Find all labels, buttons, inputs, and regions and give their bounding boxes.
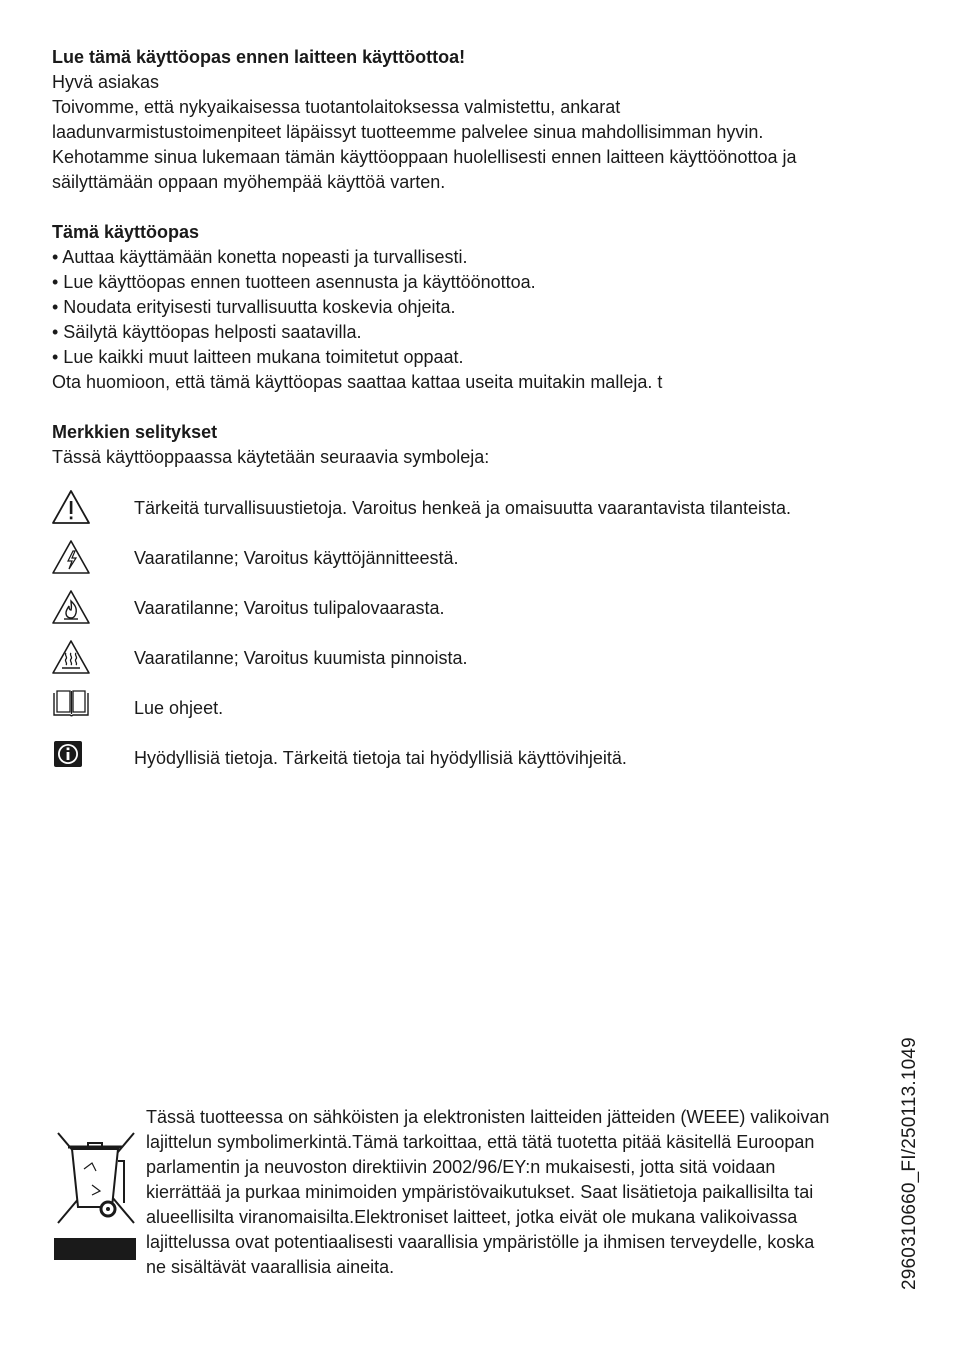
- manual-bullet-list: [52, 245, 912, 370]
- symbol-row: [52, 639, 912, 689]
- weee-section: [52, 1105, 872, 1280]
- weee-line: lajittelussa ovat potentiaalisesti vaarallisia ympäristölle ja ihmisen terveydelle, koska: [146, 1232, 815, 1252]
- symbol-text: Vaaratilanne; Varoitus kuumista pinnoista.: [134, 648, 468, 668]
- weee-line: lajittelun symbolimerkintä.Tämä tarkoittaa, että tätä tuotetta pitää käsitellä Euroopan: [146, 1132, 815, 1152]
- intro-greeting: Hyvä asiakas: [52, 72, 160, 92]
- crossed-bin-icon: [52, 1105, 146, 1275]
- symbol-text: Vaaratilanne; Varoitus käyttöjännitteestä.: [134, 548, 459, 568]
- weee-line: parlamentin ja neuvoston direktiivin 2002/96/EY:n mukaisesti, jotta sitä voidaan: [146, 1157, 776, 1177]
- intro-line: säilyttämään oppaan myöhempää käyttöä varten.: [52, 172, 446, 192]
- intro-line: laadunvarmistustoimenpiteet läpäissyt tuotteemme palvelee sinua mahdollisimman hyvin.: [52, 122, 764, 142]
- intro-line: Toivomme, että nykyaikaisessa tuotantolaitoksessa valmistettu, ankarat: [52, 97, 621, 117]
- manual-note: Ota huomioon, että tämä käyttöopas saattaa kattaa useita muitakin malleja. t: [52, 372, 663, 392]
- weee-text: [146, 1105, 871, 1280]
- symbol-row: [52, 689, 912, 739]
- symbol-text: Hyödyllisiä tietoja. Tärkeitä tietoja tai hyödyllisiä käyttövihjeitä.: [134, 748, 627, 768]
- list-item: • Noudata erityisesti turvallisuutta koskevia ohjeita.: [52, 297, 456, 317]
- manual-title: Tämä käyttöopas: [52, 222, 200, 242]
- list-item: • Säilytä käyttöopas helposti saatavilla.: [52, 322, 362, 342]
- hot-surface-icon: [52, 639, 134, 679]
- intro-title: Lue tämä käyttöopas ennen laitteen käyttöottoa!: [52, 47, 466, 67]
- document-code: 2960310660_FI/250113.1049: [899, 1037, 920, 1290]
- weee-line: alueellisilta viranomaisilta.Elektroniset laitteet, jotka eivät ole mukana valikoivassa: [146, 1207, 798, 1227]
- symbols-title: Merkkien selitykset: [52, 422, 218, 442]
- symbol-text: Vaaratilanne; Varoitus tulipalovaarasta.: [134, 598, 445, 618]
- list-item: • Lue käyttöopas ennen tuotteen asennusta ja käyttöönottoa.: [52, 272, 536, 292]
- symbol-row: [52, 539, 912, 589]
- symbol-row: [52, 739, 912, 789]
- weee-line: ne sisältävät vaarallisia aineita.: [146, 1257, 395, 1277]
- info-icon: [52, 739, 134, 779]
- symbol-list: [52, 489, 912, 789]
- symbol-text: Tärkeitä turvallisuustietoja. Varoitus henkeä ja omaisuutta vaarantavista tilanteista.: [134, 498, 792, 518]
- intro-line: Kehotamme sinua lukemaan tämän käyttöoppaan huolellisesti ennen laitteen käyttöönottoa ja: [52, 147, 797, 167]
- book-icon: [52, 689, 134, 729]
- list-item: • Lue kaikki muut laitteen mukana toimitetut oppaat.: [52, 347, 464, 367]
- weee-line: Tässä tuotteessa on sähköisten ja elektronisten laitteiden jätteiden (WEEE) valikoivan: [146, 1107, 830, 1127]
- page-content: [52, 45, 912, 789]
- electric-hazard-icon: [52, 539, 134, 579]
- warning-icon: [52, 489, 134, 529]
- list-item: • Auttaa käyttämään konetta nopeasti ja turvallisesti.: [52, 247, 468, 267]
- symbol-text: Lue ohjeet.: [134, 698, 224, 718]
- symbol-row: [52, 589, 912, 639]
- fire-hazard-icon: [52, 589, 134, 629]
- weee-line: kierrättää ja purkaa minimoiden ympäristövaikutukset. Saat lisätietoja paikallisilta tai: [146, 1182, 814, 1202]
- symbols-intro: Tässä käyttöoppaassa käytetään seuraavia symboleja:: [52, 447, 490, 467]
- symbol-row: [52, 489, 912, 539]
